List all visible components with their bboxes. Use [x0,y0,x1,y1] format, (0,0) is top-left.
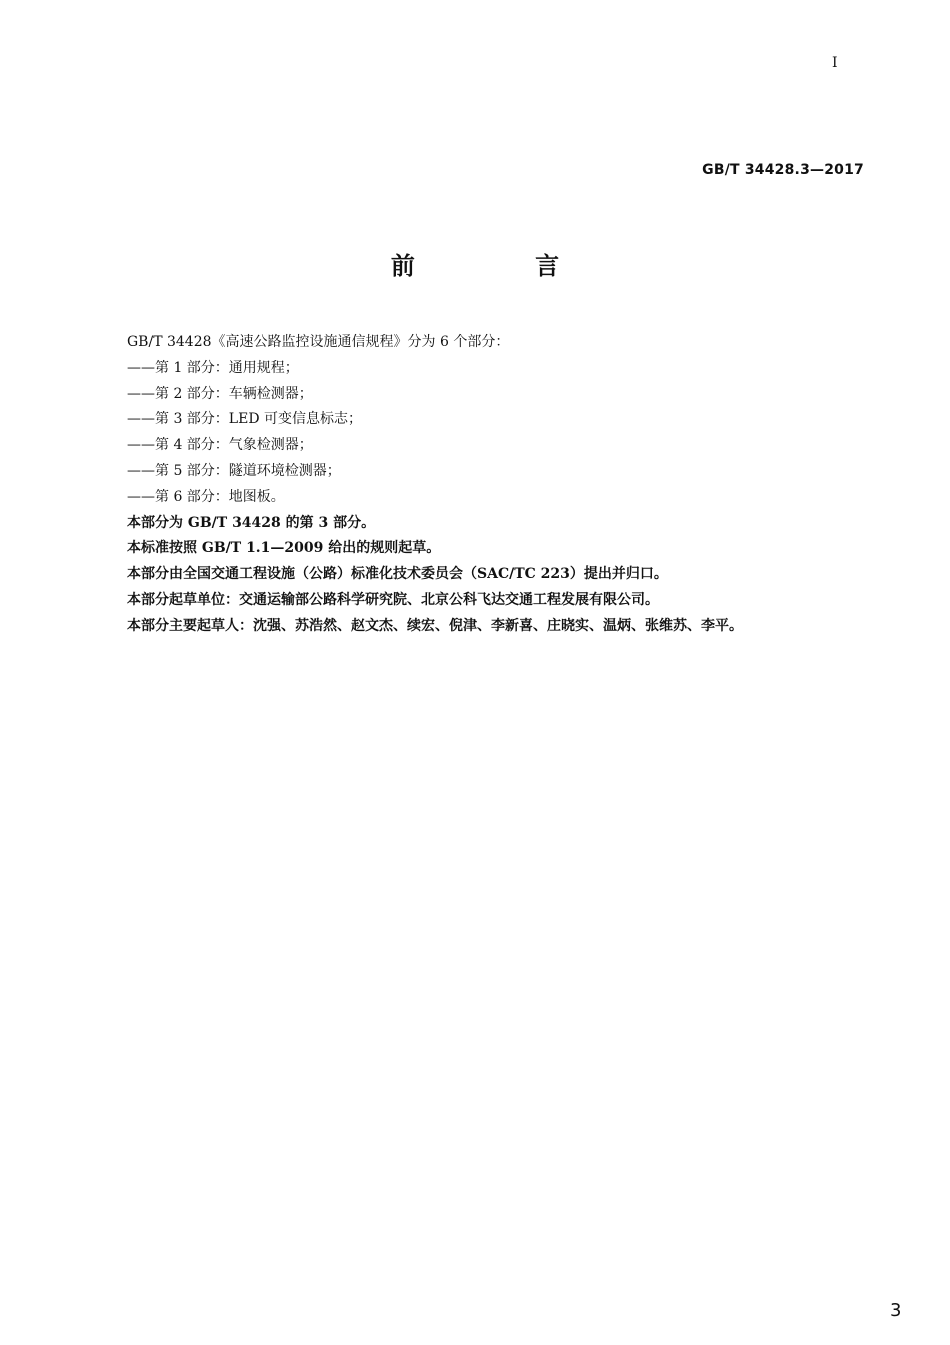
intro-line: GB/T 34428《高速公路监控设施通信规程》分为 6 个部分： [127,334,510,350]
page-title: 前 言 [390,252,616,280]
standard-number: GB/T 34428.3—2017 [702,162,864,178]
part-item: ——第 4 部分：气象检测器； [127,437,313,454]
roman-page-number: I [832,55,838,71]
statement-line: 本部分为 GB/T 34428 的第 3 部分。 [127,514,376,531]
part-item: ——第 2 部分：车辆检测器； [127,385,313,402]
statement-line: 本部分由全国交通工程设施（公路）标准化技术委员会（SAC/TC 223）提出并归口。 [127,566,668,583]
statement-line: 本标准按照 GB/T 1.1—2009 给出的规则起草。 [127,540,441,557]
statement-line: 本部分起草单位：交通运输部公路科学研究院、北京公科飞达交通工程发展有限公司。 [127,591,659,608]
part-item: ——第 5 部分：隧道环境检测器； [127,462,341,479]
part-item: ——第 6 部分：地图板。 [127,488,285,505]
statement-line: 本部分主要起草人：沈强、苏浩然、赵文杰、续宏、倪津、李新喜、庄晓实、温炳、张维苏、李平。 [127,617,743,634]
foreword-body [127,330,847,640]
page-number: 3 [890,1300,902,1321]
part-item: ——第 3 部分：LED 可变信息标志； [127,411,362,428]
part-item: ——第 1 部分：通用规程； [127,359,299,376]
